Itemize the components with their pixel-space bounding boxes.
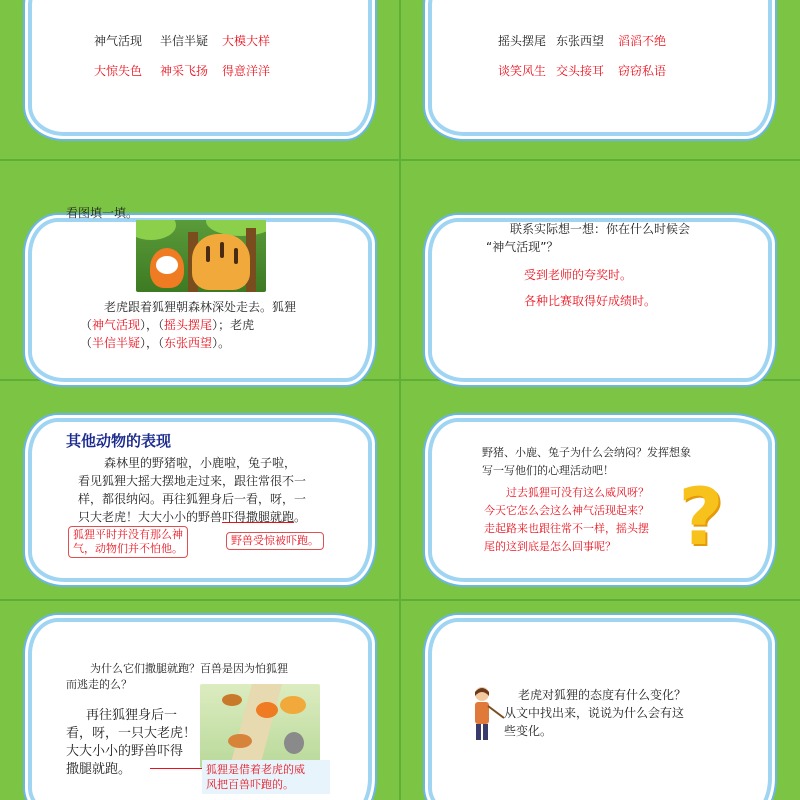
paragraph-line: 森林里的野猪啦，小鹿啦，兔子啦， <box>104 456 297 470</box>
teacher-icon <box>466 684 506 742</box>
answer-line: 过去狐狸可没有这么威风呀？ <box>506 486 649 499</box>
slide-title: 其他动物的表现 <box>66 432 172 450</box>
note-box: 狐狸平时并没有那么神 气，动物们并不怕他。 <box>68 526 188 558</box>
slide-8-attitude[interactable] <box>400 600 800 800</box>
answer-line: 尾的这到底是怎么回事呢？ <box>484 540 616 553</box>
slide-6-imagine[interactable] <box>400 400 800 600</box>
paragraph-line: 看见狐狸大摇大摆地走过来，跟往常很不一 <box>78 474 307 488</box>
answer-line: 走起路来也跟往常不一样，摇头摆 <box>484 522 649 535</box>
question-line: 野猪、小鹿、兔子为什么会纳闷？发挥想象 <box>482 446 691 459</box>
slide-2-idioms[interactable] <box>400 0 800 200</box>
question-line: 而逃走的么？ <box>66 678 132 691</box>
note-box: 野兽受惊被吓跑。 <box>226 532 324 550</box>
callout-box: 狐狸是借着老虎的威 风把百兽吓跑的。 <box>202 760 330 794</box>
idiom: 交头接耳 <box>556 64 605 78</box>
answer: 东张西望 <box>164 336 213 350</box>
question-line: 些变化。 <box>504 724 553 738</box>
question-line: 老虎对狐狸的态度有什么变化？ <box>518 688 687 702</box>
paragraph-line: 看，呀，一只大老虎！ <box>66 726 197 741</box>
slide-4-think[interactable] <box>400 200 800 400</box>
fox-icon <box>256 702 278 718</box>
tiger-icon <box>280 696 306 714</box>
answer-line: 各种比赛取得好成绩时。 <box>524 294 657 308</box>
paragraph-line: 只大老虎！大大小小的野兽吓得撒腿就跑。 <box>78 510 307 524</box>
sentence-line: （半信半疑），（东张西望）。 <box>80 336 231 350</box>
idiom: 大惊失色 <box>94 64 143 78</box>
paragraph-line: 样，都很纳闷。再往狐狸身后一看，呀，一 <box>78 492 307 506</box>
question-line: 为什么它们撒腿就跑？百兽是因为怕狐狸 <box>90 662 288 675</box>
slide-3-fill-in[interactable] <box>0 200 400 400</box>
answer: 摇头摆尾 <box>164 318 213 332</box>
idiom: 窃窃私语 <box>618 64 667 78</box>
animals-running-illustration <box>200 684 320 768</box>
answer: 神气活现 <box>92 318 141 332</box>
slide-title: 看图填一填。 <box>66 206 139 220</box>
idiom: 摇头摆尾 <box>498 34 547 48</box>
idiom: 谈笑风生 <box>498 64 547 78</box>
slide-5-other-animals[interactable] <box>0 400 400 600</box>
slide-1-idioms[interactable] <box>0 0 400 200</box>
answer-line: 受到老师的夸奖时。 <box>524 268 633 282</box>
question-line: “神气活现”？ <box>486 240 559 254</box>
slide-7-why-run[interactable] <box>0 600 400 800</box>
sentence-line: 老虎跟着狐狸朝森林深处走去。狐狸 <box>104 300 297 314</box>
answer-line: 今天它怎么会这么神气活现起来？ <box>484 504 649 517</box>
question-line: 写一写他们的心理活动吧！ <box>482 464 614 477</box>
paragraph-line: 再往狐狸身后一 <box>86 708 178 723</box>
paragraph-line: 撒腿就跑。 <box>66 762 132 777</box>
idiom: 大模大样 <box>222 34 271 48</box>
question-mark-icon: ? <box>678 473 724 563</box>
paragraph-line: 大大小小的野兽吓得 <box>66 744 184 759</box>
sentence-line: （神气活现），（摇头摆尾）；老虎 <box>80 318 255 332</box>
answer: 半信半疑 <box>92 336 141 350</box>
idiom: 滔滔不绝 <box>618 34 667 48</box>
idiom: 神采飞扬 <box>160 64 209 78</box>
connector-line <box>150 768 202 769</box>
question-line: 从文中找出来，说说为什么会有这 <box>504 706 685 720</box>
idiom: 得意洋洋 <box>222 64 271 78</box>
question-line: 联系实际想一想：你在什么时候会 <box>510 222 691 236</box>
idiom: 神气活现 <box>94 34 143 48</box>
idiom: 东张西望 <box>556 34 605 48</box>
rabbit-icon <box>284 732 304 754</box>
fox-tiger-illustration <box>136 220 266 292</box>
highlight: 吓得撒腿就跑 <box>222 510 295 524</box>
deer-icon <box>222 694 242 706</box>
fox-icon <box>228 734 252 748</box>
idiom: 半信半疑 <box>160 34 209 48</box>
